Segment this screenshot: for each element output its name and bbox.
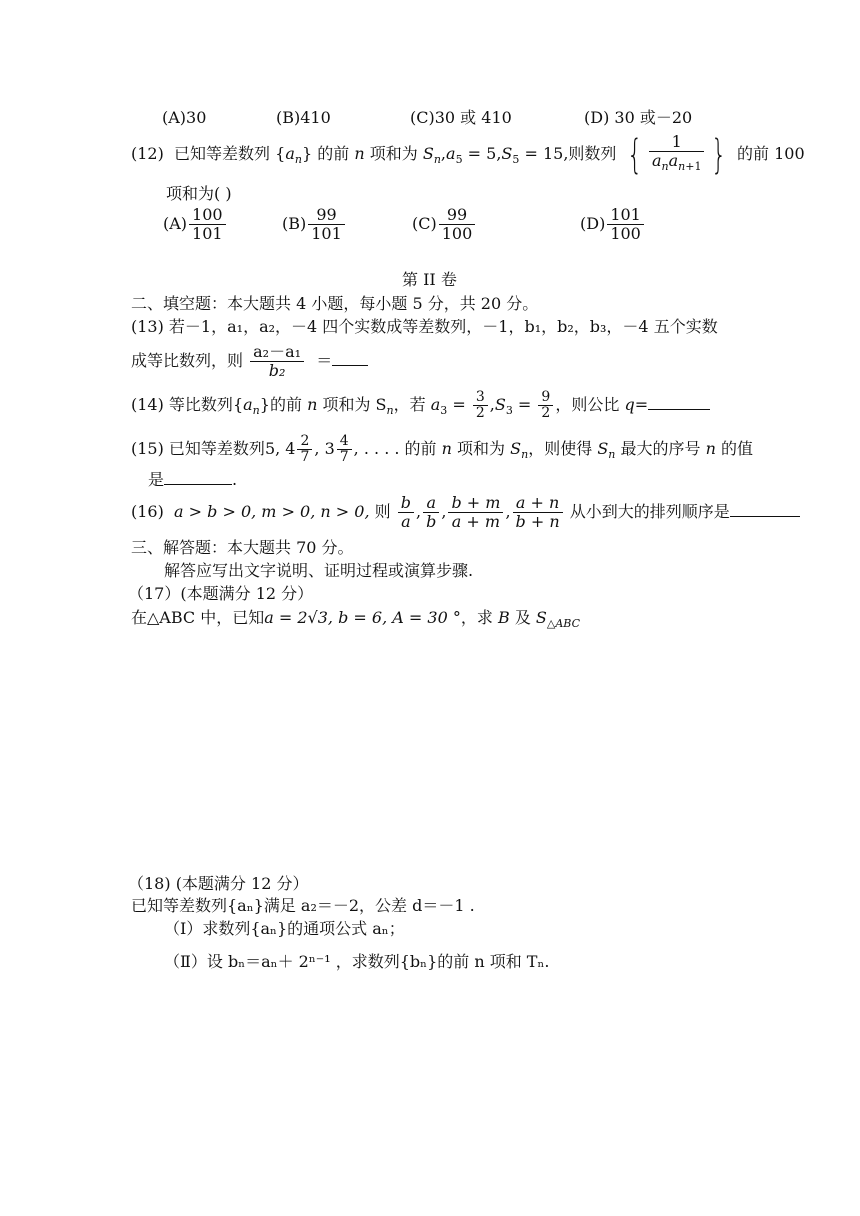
fill-in-header: 二、填空题：本大题共 4 小题，每小题 5 分，共 20 分。 [131,294,539,313]
question-15-line2: 是 . [148,470,238,489]
question-17-head: （17）(本题满分 12 分） [128,584,314,603]
q11-option-b: (B)410 [276,108,331,127]
question-18-head: （18) (本题满分 12 分） [128,874,309,893]
section-title: 第 II 卷 [402,270,457,289]
question-15: (15) 已知等差数列5, 4 $\frac{2}{7}$ , 3 $\frac{4}{7}$ , . . . . 的前 n 项和为 $S_n$，则使得 $S_n$ 最大的序号 n 的值 [131,433,754,465]
q12-option-d: (D) $\frac{101}{100}$ [580,206,646,243]
q11-option-d: (D) 30 或－20 [584,108,693,127]
question-18: 已知等差数列{aₙ}满足 a₂＝－2，公差 d＝－1 . [131,896,475,915]
solve-note: 解答应写出文字说明、证明过程或演算步骤. [164,561,474,580]
question-12-line2: 项和为( ) [166,184,232,203]
question-13: (13) 若－1，a₁，a₂，－4 四个实数成等差数列，－1，b₁，b₂，b₃，－4 五个实数 [131,317,718,336]
q12-option-b: (B) $\frac{99}{101}$ [282,206,347,243]
q11-option-a: (A)30 [162,108,207,127]
question-17: 在△ABC 中，已知a = 2√3, b = 6, A = 30 °，求 B 及 $S_{\triangle ABC}$ [131,608,581,631]
question-13-line2: 成等比数列，则 $\frac{\text{a₂－a₁}}{\text{b₂}}$ ＝ [131,342,368,380]
solve-header: 三、解答题：本大题共 70 分。 [131,538,354,557]
q11-option-c: (C)30 或 410 [410,108,512,127]
question-14: (14) 等比数列$\{a_n\}$的前 n 项和为 $S_n$，若 $a_3$ = $\frac{3}{2}$ $,S_3$ = $\frac{9}{2}$ ，则公比 q= [131,386,710,430]
question-18-part2: （Ⅱ）设 bₙ＝aₙ＋ 2ⁿ⁻¹ ，求数列{bₙ}的前 n 项和 Tₙ. [164,952,550,971]
question-16: (16) a > b > 0, m > 0, n > 0, 则 $\frac{b}{a}$ , $\frac{a}{b}$ , $\frac{b + m}{a + m}$ , $\frac{a + n}{b + n}$ 从小到大的排列顺序是 [131,492,800,532]
question-12: (12) 已知等差数列 $\{a_n\}$ 的前 n 项和为 $S_n,a_5 = 5,S_5 = 15$,则数列 { $\frac{1}{a_na_{n+1}}$ } 的前 100 [131,131,805,178]
q12-option-c: (C) $\frac{99}{100}$ [412,206,477,243]
question-18-part1: （Ⅰ）求数列{aₙ}的通项公式 aₙ； [164,919,405,938]
q12-option-a: (A) $\frac{100}{101}$ [163,206,228,243]
